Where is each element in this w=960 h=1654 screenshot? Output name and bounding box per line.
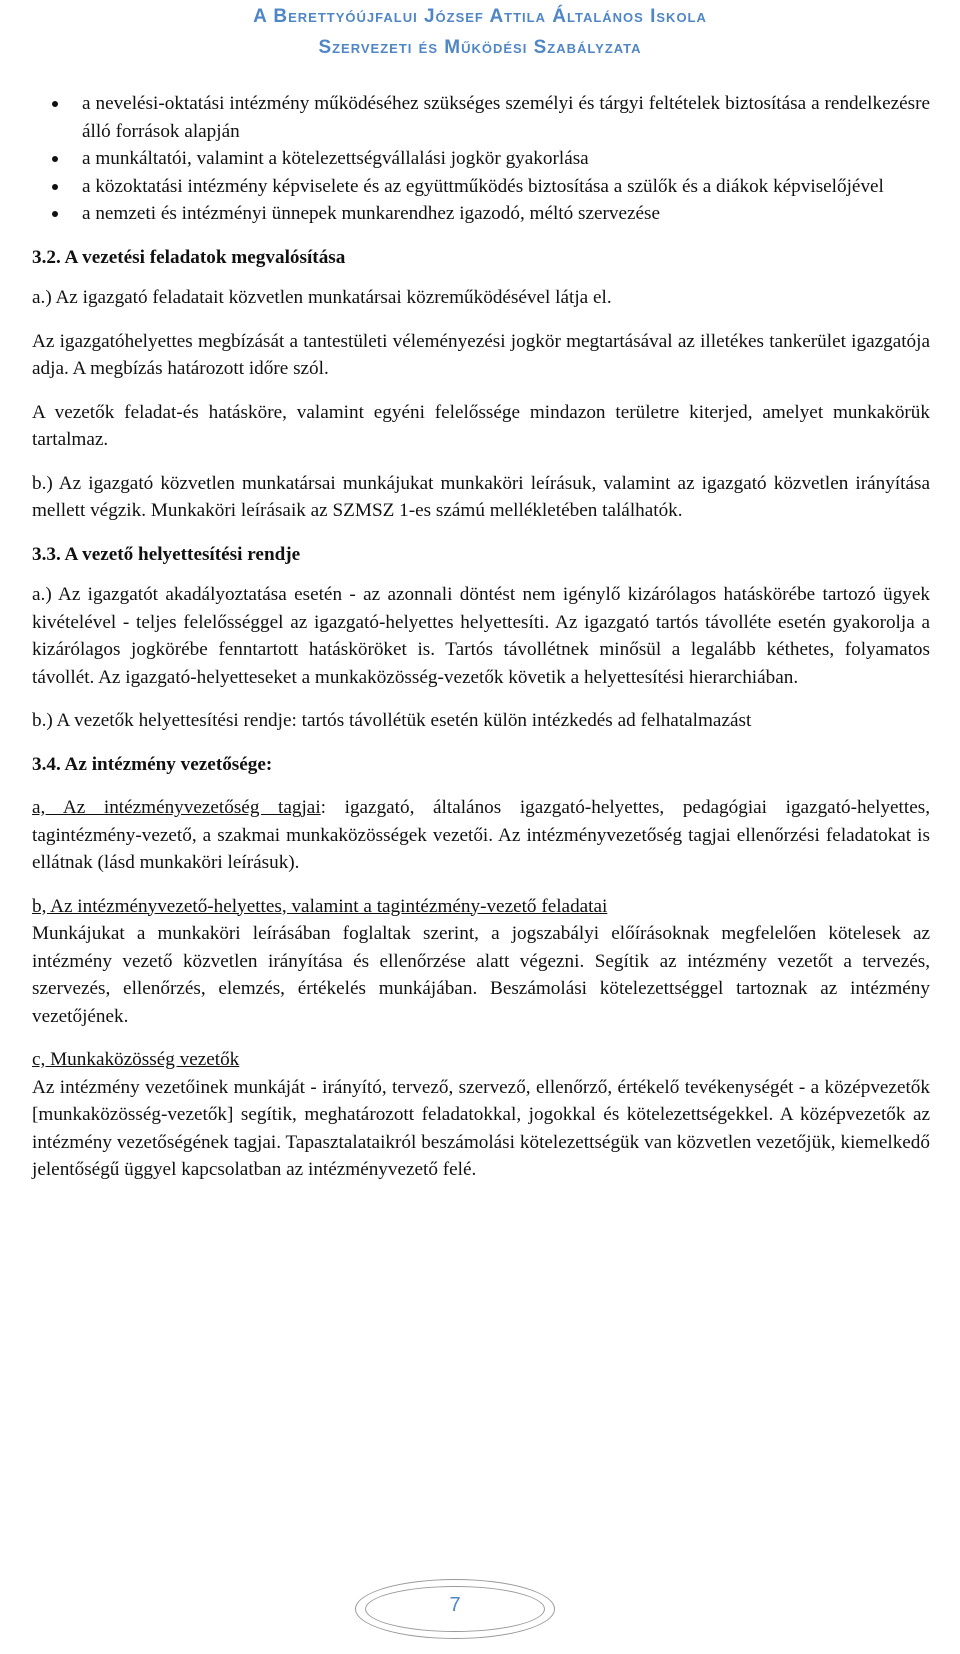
paragraph: b.) A vezetők helyettesítési rendje: tartós távollétük esetén külön intézkedés ad felhatalmazást <box>32 710 752 731</box>
list-item: a nemzeti és intézményi ünnepek munkarendhez igazodó, méltó szervezése <box>32 200 930 228</box>
bullet-icon <box>52 211 58 217</box>
subheading-a: a, Az intézményvezetőség tagjai <box>32 797 321 818</box>
paragraph: b.) Az igazgató közvetlen munkatársai munkájukat munkaköri leírásuk, valamint az igazgató közvetlen irányítása mellett végzik. Munkaköri leírásaik az SZMSZ 1-es számú mellékletében találhatók. <box>32 472 930 521</box>
page-number: 7 <box>449 1594 461 1616</box>
paragraph: a, Az intézményvezetőség tagjai: igazgató, általános igazgató-helyettes, pedagógiai igazgató-helyettes, tagintézmény-vezető, a szakmai munkaközösségek vezetői. Az intézményvezetőség tagjai ellenőrzési feladatokat is ellátnak (lásd munkaköri leírásuk). <box>32 797 931 873</box>
subheading-c: c, Munkaközösség vezetők <box>32 1049 240 1070</box>
bullet-icon <box>52 101 58 107</box>
paragraph: Az igazgatóhelyettes megbízását a tantestületi véleményezési jogkör megtartásával az illetékes tankerület igazgatója adja. A megbízás határozott időre szól. <box>32 330 930 379</box>
paragraph: a.) Az igazgató feladatait közvetlen munkatársai közreműködésével látja el. <box>32 287 612 308</box>
list-item: a munkáltatói, valamint a kötelezettségvállalási jogkör gyakorlása <box>32 145 930 173</box>
section-heading-3-2: 3.2. A vezetési feladatok megvalósítása <box>32 246 346 268</box>
bullet-list <box>32 90 930 228</box>
document-body <box>32 90 930 1184</box>
subheading-b: b, Az intézményvezető-helyettes, valamint a tagintézmény-vezető feladatai <box>32 895 608 917</box>
header-document-title: Szervezeti és Működési Szabályzata <box>318 37 642 58</box>
list-item: a közoktatási intézmény képviselete és az együttműködés biztosítása a szülők és a diákok képviselőjével <box>32 173 930 201</box>
paragraph: Az intézmény vezetőinek munkáját - irányító, tervező, szervező, ellenőrző, értékelő tevékenységét - a középvezetők [munkaközösség-vezetők] segítik, meghatározott feladatokkal, jogokkal és kötelezettségekkel. A középvezetők az intézmény vezetőségének tagjai. Tapasztalataikról beszámolási kötelezettségük van közvetlen vezetőjük, kiemelkedő jelentőségű üggyel kapcsolatban az intézményvezető felé. <box>32 1076 930 1180</box>
paragraph: A vezetők feladat-és hatásköre, valamint egyéni felelőssége mindazon területre kiterjed, amelyet munkakörük tartalmaz. <box>32 401 930 450</box>
section-heading-3-3: 3.3. A vezető helyettesítési rendje <box>32 543 301 565</box>
paragraph: a.) Az igazgatót akadályoztatása esetén - az azonnali döntést nem igénylő kizárólagos hatáskörébe tartozó ügyek kivételével - teljes felelősséggel az igazgató-helyettes helyettesíti. Az igazgató tartós távolléte esetén gyakorolja a kizárólagos jogkörébe fenntartott hatásköröket is. Tartós távollétnek minősül a legalább kéthetes, folyamatos távollét. Az igazgató-helyetteseket a munkaközösség-vezetők követik a helyettesítési hierarchiában. <box>32 584 930 688</box>
paragraph: Munkájukat a munkaköri leírásában foglaltak szerint, a jogszabályi előírásoknak megfelelően kötelesek az intézmény vezető közvetlen irányítása és ellenőrzése alatt végezni. Segítik az intézmény vezetőt a tervezés, szervezés, ellenőrzés, elemzés, értékelés munkájában. Beszámolási kötelezettséggel tartoznak az intézmény vezetőjének. <box>32 923 930 1027</box>
page-number-badge <box>355 1579 555 1639</box>
section-heading-3-4: 3.4. Az intézmény vezetősége: <box>32 753 273 775</box>
bullet-icon <box>52 156 58 162</box>
bullet-icon <box>52 184 58 190</box>
list-item: a nevelési-oktatási intézmény működéséhez szükséges személyi és tárgyi feltételek biztosítása a rendelkezésre álló források alapján <box>32 90 930 145</box>
header-school-name: A Berettyóújfalui József Attila Általános Iskola <box>253 6 707 27</box>
